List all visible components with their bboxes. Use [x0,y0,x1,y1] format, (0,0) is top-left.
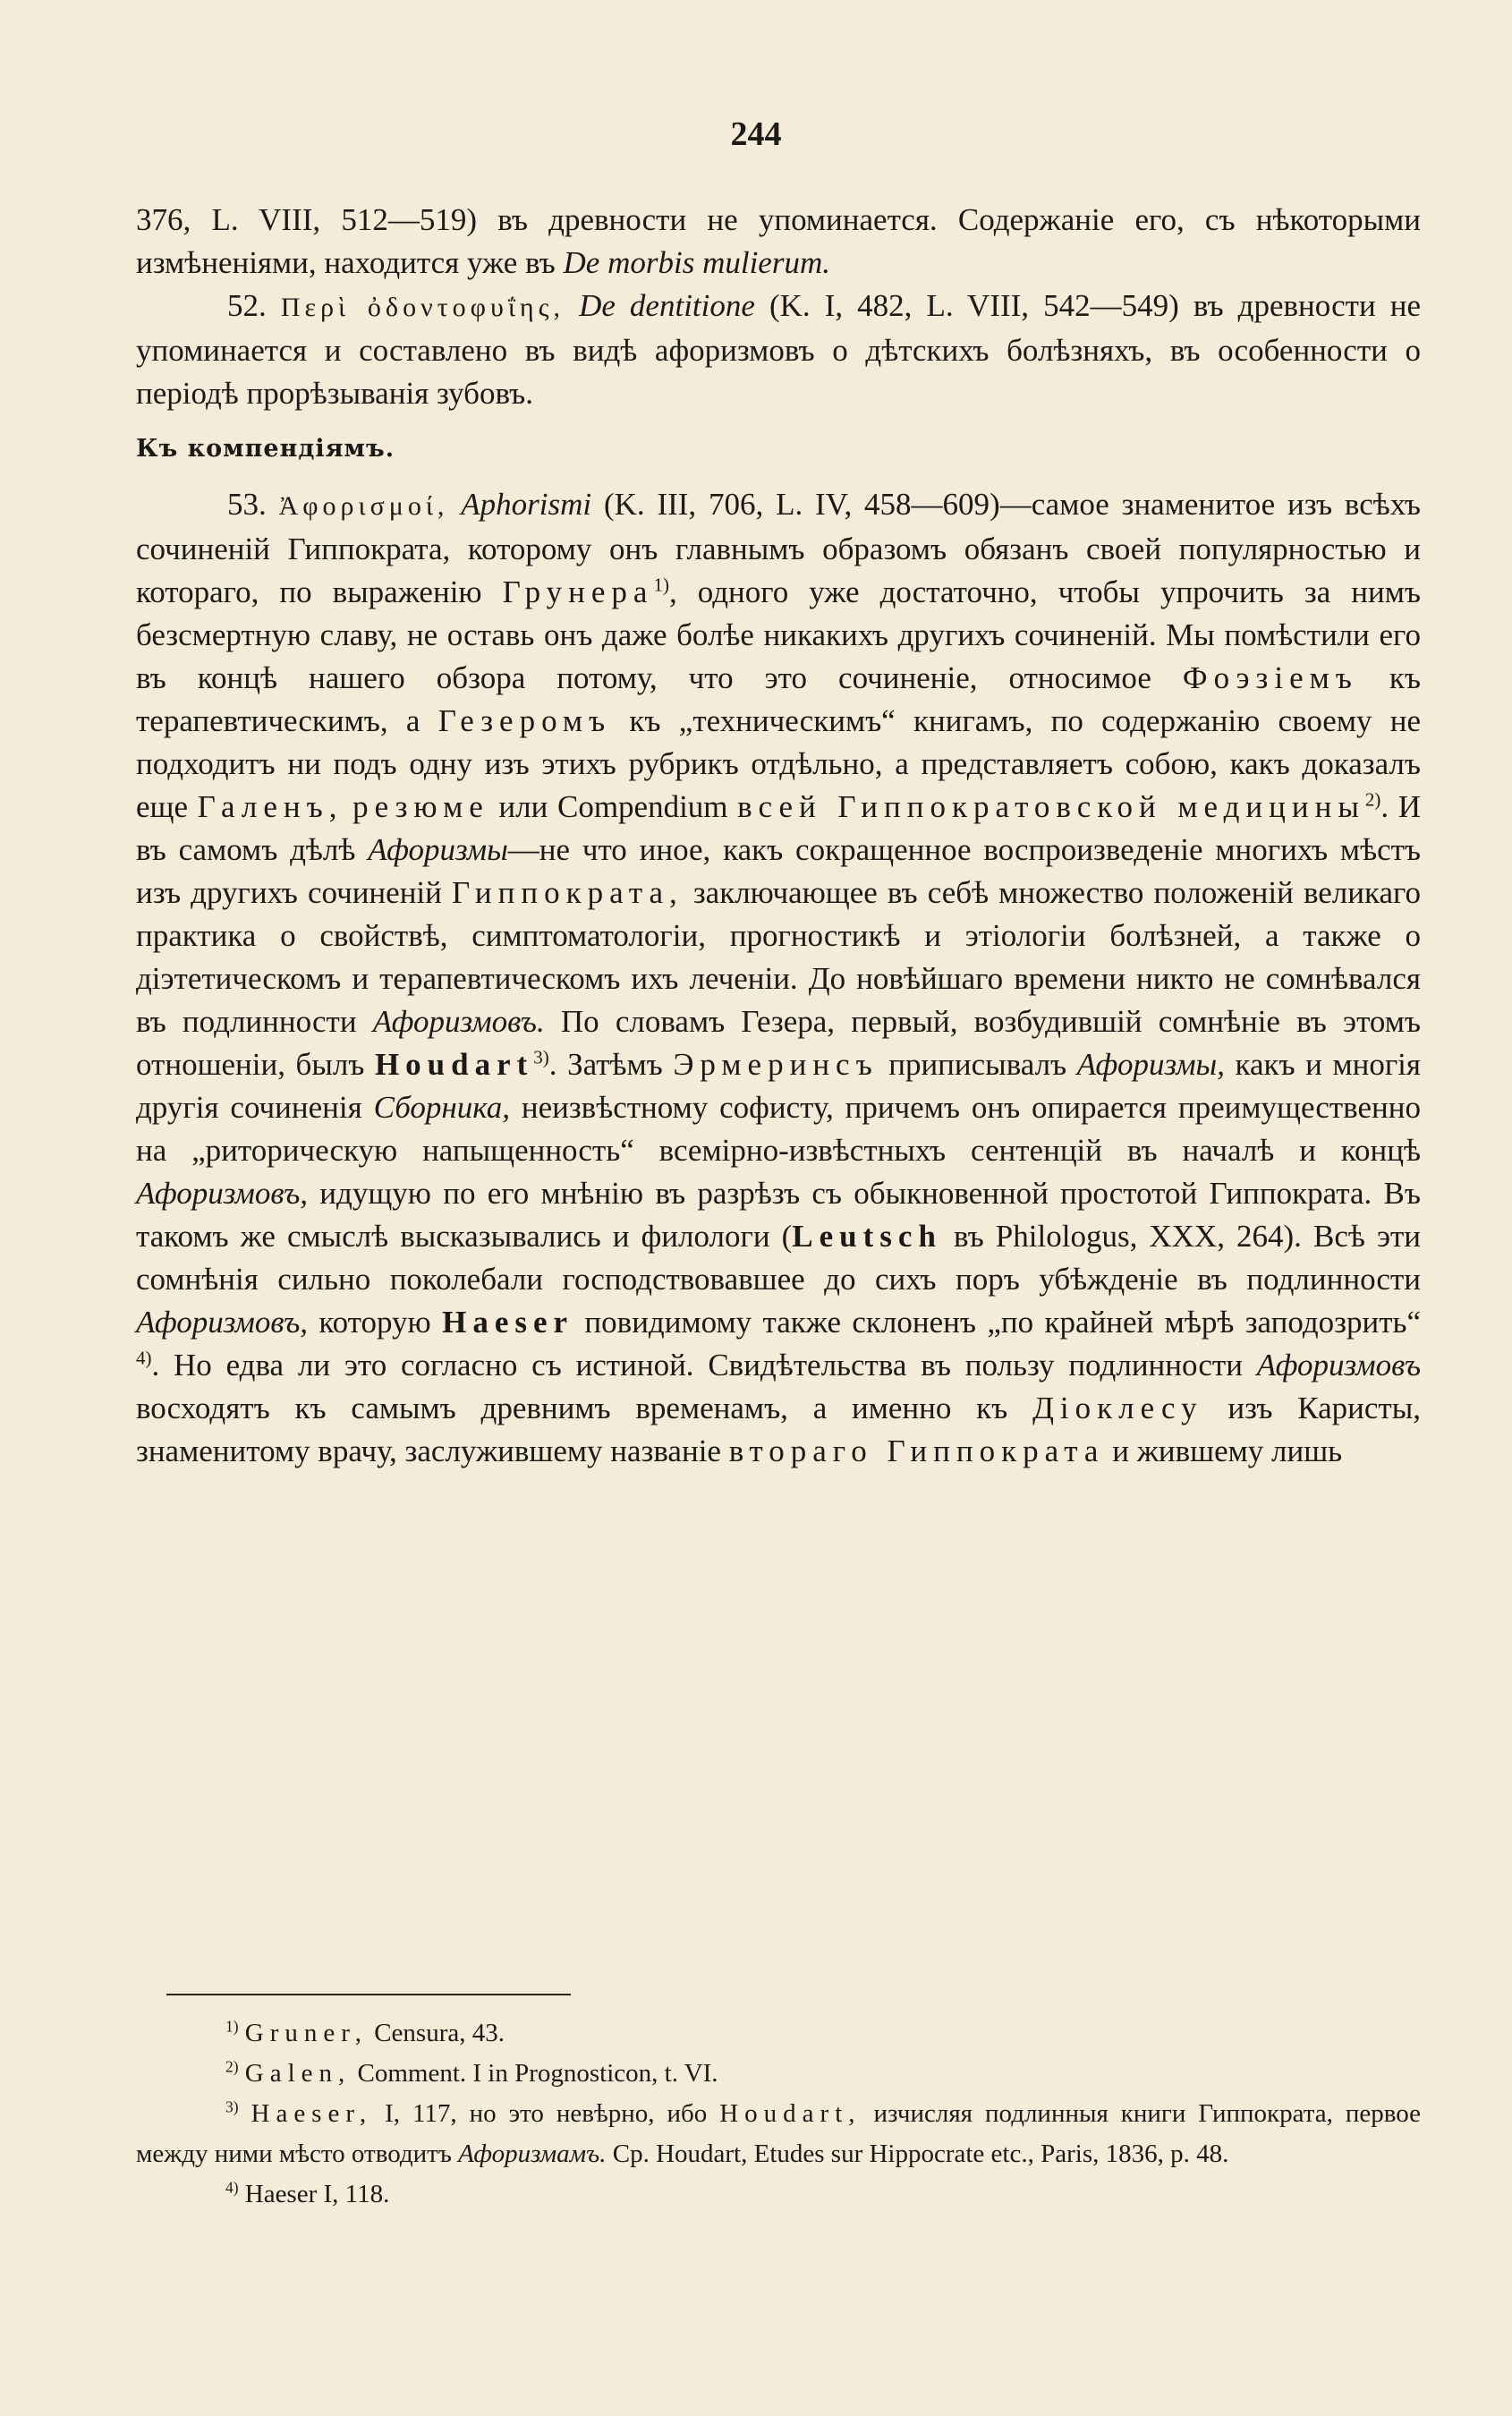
text-segment: . И въ самомъ дѣлѣ [136,789,1422,867]
footnote-marker: 1) [225,2017,239,2036]
footnote-1 [136,2013,1421,2054]
footnote-divider [166,1994,571,1995]
author-name: Галенъ, [197,789,344,824]
text-segment: (K. I, 482, L. VIII, 542—549) въ древности не упоминается и составлено въ видѣ афоризмовъ о дѣтскихъ болѣзняхъ, въ особенности о періодѣ прорѣзыванія зубовъ. [136,288,1421,411]
greek-title: Ἀφορισμοί, [278,491,449,521]
text-segment: неизвѣстному софисту, причемъ онъ опирается преимущественно на „риторическую напыщенность“ всемірно-извѣстныхъ сентенцій въ началѣ и концѣ [136,1090,1421,1168]
author-name: Galen, [244,2059,352,2088]
footnote-marker: 2) [225,2057,239,2076]
paragraph-item-53 [136,483,1421,1473]
emphasis-phrase: втораго Гиппократа [728,1433,1105,1468]
text-segment: къ терапевтическимъ, а [136,660,1422,738]
text-segment [343,789,353,824]
emphasis-phrase: всей Гиппократовской медицины [737,789,1365,824]
text-segment: Haeser I, 118. [238,2180,390,2208]
author-name: Эрмеринсъ [673,1047,879,1082]
work-title: Афоризмовъ. [372,1004,545,1039]
paragraph-continuation [136,199,1421,285]
text-segment: изъ Каристы, знаменитому врачу, заслужившему названіе [136,1391,1421,1468]
text-segment: приписывалъ [878,1047,1077,1082]
text-segment: заключающее въ себѣ множество положеній великаго практика о свойствѣ, симптоматологіи, прогностикѣ и этіологіи болѣзней, а также о діэтетическомъ и терапевтическомъ ихъ леченіи. До новѣйшаго времени никто не сомнѣвался въ подлинности [136,875,1421,1039]
author-name: Гиппократа, [452,875,684,910]
footnote-3 [136,2094,1421,2174]
footnote-2 [136,2054,1421,2094]
footnote-ref[interactable]: 3) [533,1046,549,1068]
paragraph-item-52 [136,285,1421,415]
greek-title: Περὶ ὀδοντοφυΐης, [280,293,565,322]
text-segment: —не что иное, какъ сокращенное воспроизведеніе многихъ мѣстъ изъ другихъ сочиненій [136,832,1421,910]
footnote-marker: 4) [225,2178,239,2197]
text-segment: и жившему лишь [1104,1433,1343,1468]
text-segment: (K. III, 706, L. IV, 458—609)—самое знаменитое изъ всѣхъ сочиненій Гиппократа, которому онъ главнымъ образомъ обязанъ своей популярностью и котораго, по выраженію [136,487,1421,609]
text-segment: или Compendium [488,789,738,824]
author-name: Houdart [374,1047,534,1082]
text-segment: Censura, 43. [367,2019,505,2047]
emphasis-word: резюме [353,789,489,824]
work-title: Афоризмы [368,832,508,867]
author-name: Houdart, [719,2099,862,2128]
latin-title: Aphorismi [448,487,592,522]
section-heading: Къ компендіямъ. [136,435,395,463]
item-number: 53. [227,487,279,522]
latin-title: De dentitione [565,288,755,323]
footnotes [136,2013,1421,2215]
work-title: Сборника, [373,1090,510,1125]
work-title: Афоризмы, [1076,1047,1226,1082]
author-name: Leutsch [792,1219,942,1254]
work-title: Афоризмовъ [1256,1348,1421,1382]
latin-title: De morbis mulierum. [563,245,830,280]
author-name: Фоэзіемъ [1182,660,1358,695]
text-segment: . Но едва ли это согласно съ истиной. Свидѣтельства въ пользу подлинности [151,1348,1257,1382]
footnote-ref[interactable]: 2) [1364,788,1381,811]
author-name: Гезеромъ [437,703,612,738]
text-segment: По словамъ Гезера, первый, возбудившій сомнѣніе въ этомъ отношеніи, былъ [136,1004,1421,1082]
item-number: 52. [227,288,281,323]
text-segment: въ Philologus, XXX, 264). Всѣ эти сомнѣнія сильно поколебали господствовавшее до сихъ поръ убѣжденіе въ подлинности [136,1219,1421,1297]
author-name: Gruner, [244,2019,368,2047]
text-segment: изчисляя подлинныя книги Гиппократа, первое между ними мѣсто отводитъ [136,2099,1422,2168]
footnote-ref[interactable]: 4) [136,1347,152,1369]
work-title: Афоризмовъ, [136,1176,309,1211]
author-name: Haeser [442,1305,574,1340]
text-segment: . Затѣмъ [548,1047,674,1082]
text-segment: идущую по его мнѣнію въ разрѣзъ съ обыкновенной простотой Гиппократа. Въ такомъ же смыслѣ высказывались и филологи ( [136,1176,1421,1254]
text-segment: 376, L. VIII, 512—519) въ древности не упоминается. Содержаніе его, съ нѣкоторыми измѣненіями, находится уже въ [136,202,1421,280]
text-segment: какъ и многія другія сочиненія [136,1047,1422,1125]
author-name: Грунера [502,574,654,609]
text-segment: повидимому также склоненъ „по крайней мѣрѣ заподозрить“ [573,1305,1422,1340]
author-name: Діоклесу [1032,1391,1203,1425]
footnote-4 [136,2174,1421,2215]
text-segment: восходятъ къ самымъ древнимъ временамъ, а именно къ [136,1391,1033,1425]
footnote-ref[interactable]: 1) [653,574,669,596]
text-segment: Ср. Houdart, Etudes sur Hippocrate etc., Paris, 1836, p. 48. [606,2140,1229,2168]
work-title: Афоризмамъ. [458,2140,607,2168]
text-segment: Comment. I in Prognosticon, t. VI. [351,2059,718,2088]
text-segment: , одного уже достаточно, чтобы упрочить за нимъ безсмертную славу, не оставь онъ даже болѣе никакихъ другихъ сочиненій. Мы помѣстили его въ концѣ нашего обзора потому, что это сочиненіе, относимое [136,574,1421,695]
text-segment: которую [308,1305,443,1340]
footnote-marker: 3) [225,2097,239,2116]
work-title: Афоризмовъ, [136,1305,309,1340]
page-number: 244 [730,115,782,153]
text-segment: I, 117, но это невѣрно, ибо [372,2099,720,2128]
text-segment: къ „техническимъ“ книгамъ, по содержанію своему не подходитъ ни подъ одну изъ этихъ рубрикъ отдѣльно, а представляетъ собою, какъ доказалъ еще [136,703,1421,824]
author-name: Haeser, [251,2099,373,2128]
main-text [136,199,1421,1473]
